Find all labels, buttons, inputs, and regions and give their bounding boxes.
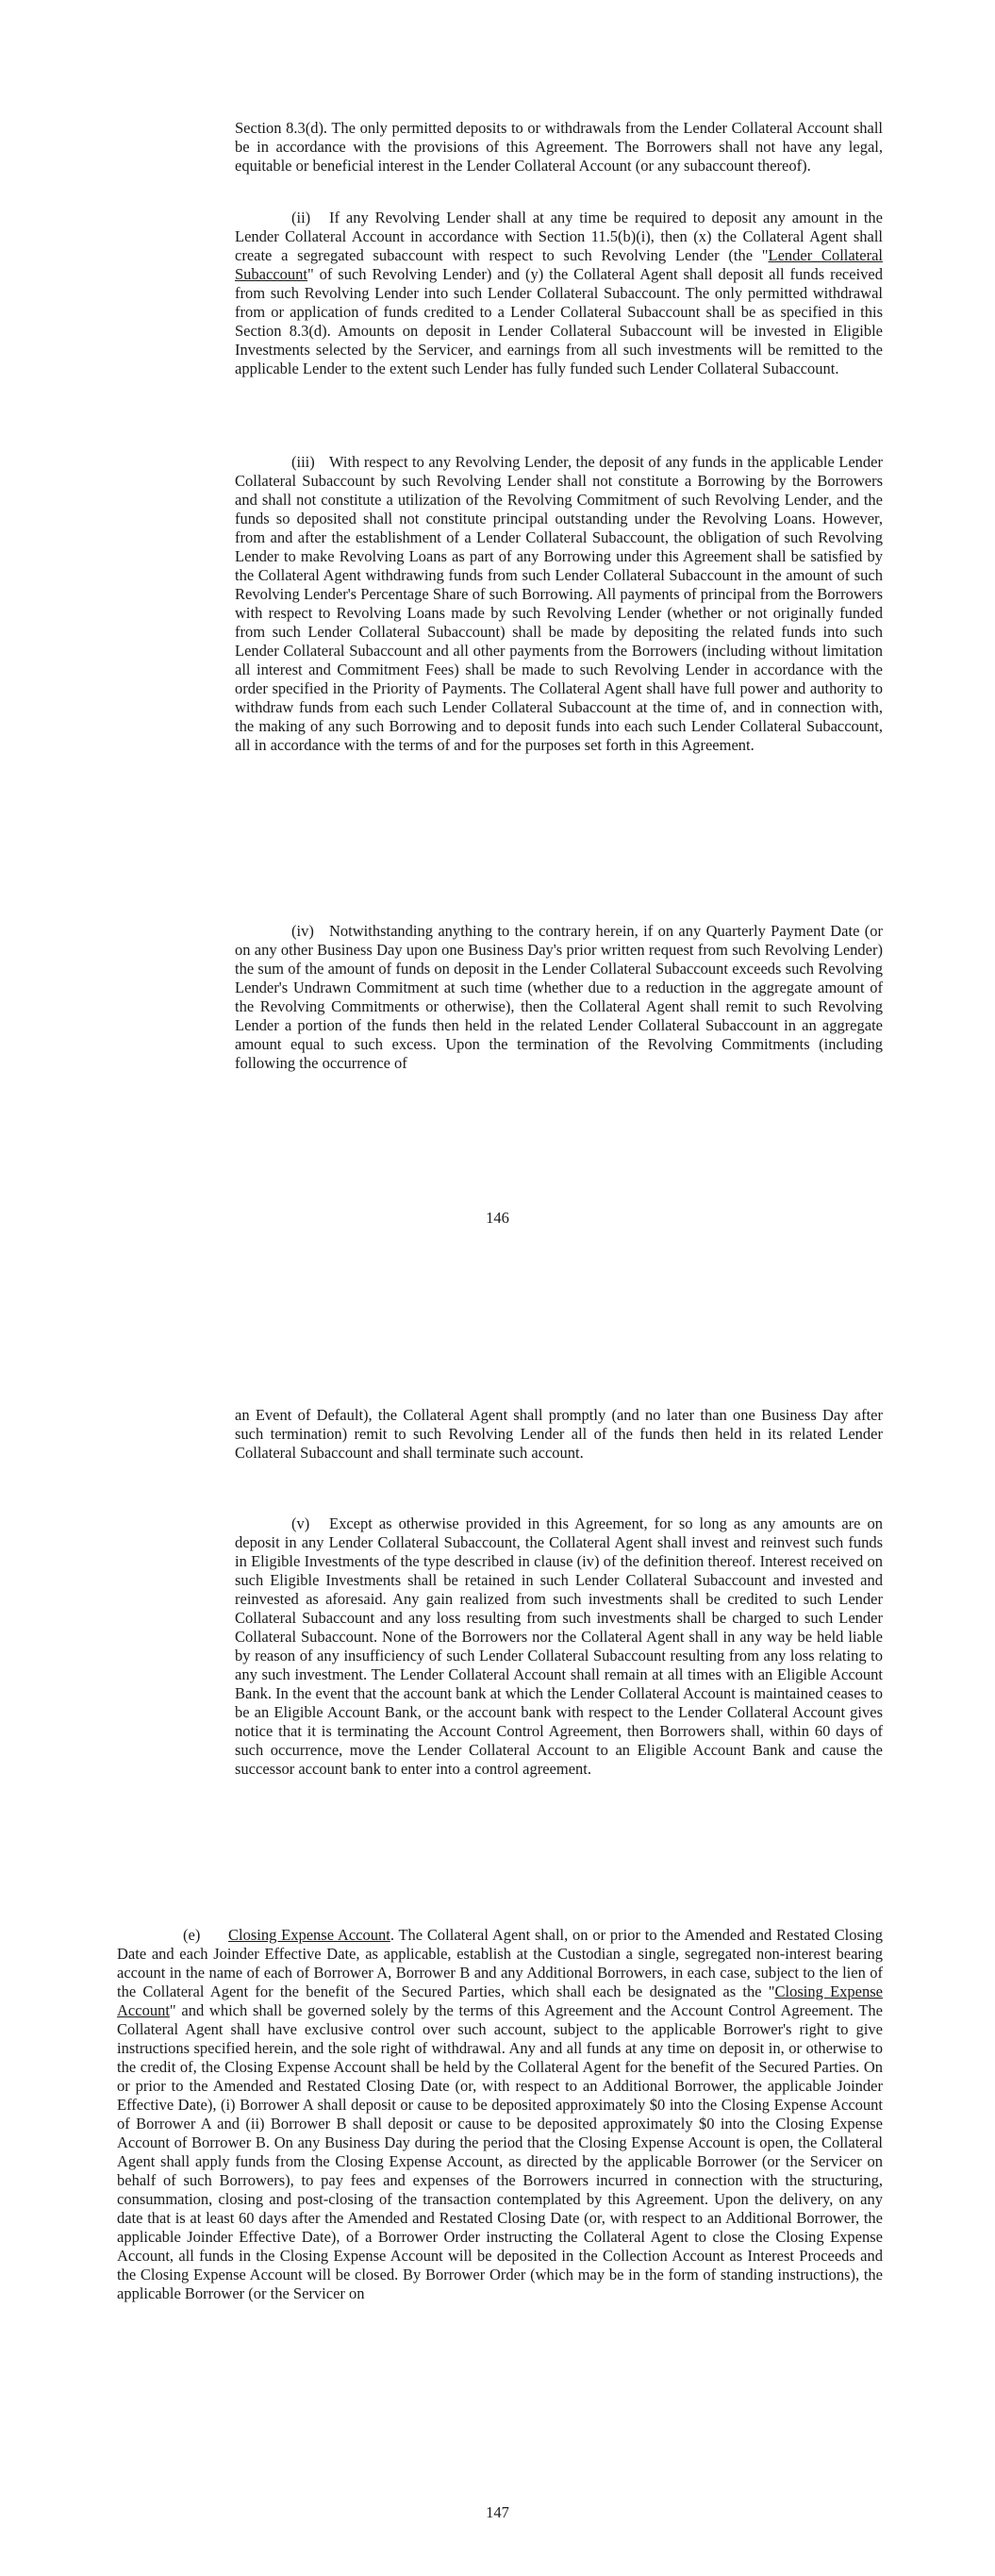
page-number: 146 (486, 1209, 509, 1227)
paragraph-ii (235, 209, 883, 378)
page-number: 147 (486, 2503, 509, 2521)
defined-term: Closing Expense Account (117, 1982, 883, 2019)
paragraph-continuation: an Event of Default), the Collateral Agent shall promptly (and no later than one Business Day after such termination) remit to such Revolving Lender all of the funds then held in its related Lender Collateral Subaccount and shall terminate such account. (235, 1406, 883, 1462)
clause-marker: (iii) (291, 453, 315, 471)
paragraph-text: . The Collateral Agent shall, on or prior to the Amended and Restated Closing Date and each Joinder Effective Date, as applicable, establish at the Custodian a single, segregated non-interest bearing account in the name of each of Borrower A, Borrower B and any Additional Borrowers, in each case, subject to the lien of the Collateral Agent for the benefit of the Secured Parties, which shall each be designated as the " (117, 1926, 883, 2000)
paragraph-text: " of such Revolving Lender) and (y) the Collateral Agent shall deposit all funds received from such Revolving Lender into such Lender Collateral Subaccount. The only permitted withdrawal from or application of funds credited to a Lender Collateral Subaccount shall be as specified in this Section 8.3(d). Amounts on deposit in Lender Collateral Subaccount will be invested in Eligible Investments selected by the Servicer, and earnings from all such investments will be remitted to the applicable Lender to the extent such Lender has fully funded such Lender Collateral Subaccount. (235, 265, 883, 377)
defined-term: Lender Collateral Subaccount (235, 246, 883, 283)
paragraph-text: Notwithstanding anything to the contrary herein, if on any Quarterly Payment Date (or on any other Business Day upon one Business Day's prior written request from such Revolving Lender) the sum of the amount of funds on deposit in the Lender Collateral Subaccount exceeds such Revolving Lender's Undrawn Commitment at such time (whether due to a reduction in the aggregate amount of the Revolving Commitments or otherwise), then the Collateral Agent shall remit to such Revolving Lender a portion of the funds then held in the related Lender Collateral Subaccount in an aggregate amount equal to such excess. Upon the termination of the Revolving Commitments (including following the occurrence of (235, 922, 883, 1072)
paragraph-text: With respect to any Revolving Lender, the deposit of any funds in the applicable Lender Collateral Subaccount by such Revolving Lender shall not constitute a Borrowing by the Borrowers and shall not constitute a utilization of the Revolving Commitment of such Revolving Lender, and the funds so deposited shall not constitute principal outstanding under the Revolving Loans. However, from and after the establishment of a Lender Collateral Subaccount, the obligation of such Revolving Lender to make Revolving Loans as part of any Borrowing under this Agreement shall be satisfied by the Collateral Agent withdrawing funds from such Lender Collateral Subaccount in the amount of such Revolving Lender's Percentage Share of such Borrowing. All payments of principal from the Borrowers with respect to Revolving Loans made by such Revolving Lender (whether or not originally funded from such Lender Collateral Subaccount) shall be made by depositing the related funds into such Lender Collateral Subaccount and all other payments from the Borrowers (including without limitation all interest and Commitment Fees) shall be made to such Revolving Lender in accordance with the order specified in the Priority of Payments. The Collateral Agent shall have full power and authority to withdraw funds from each such Lender Collateral Subaccount at the time of, and in connection with, the making of any such Borrowing and to deposit funds into each such Lender Collateral Subaccount, all in accordance with the terms of and for the purposes set forth in this Agreement. (235, 453, 883, 754)
paragraph-iii (235, 453, 883, 755)
paragraph-text: Except as otherwise provided in this Agreement, for so long as any amounts are on deposit in any Lender Collateral Subaccount, the Collateral Agent shall invest and reinvest such funds in Eligible Investments of the type described in clause (iv) of the definition thereof. Interest received on such Eligible Investments shall be retained in such Lender Collateral Subaccount and invested and reinvested as aforesaid. Any gain realized from such investments shall be credited to such Lender Collateral Subaccount and any loss resulting from such investments shall be charged to such Lender Collateral Subaccount. None of the Borrowers nor the Collateral Agent shall in any way be held liable by reason of any insufficiency of such Lender Collateral Subaccount resulting from any loss relating to any such investment. The Lender Collateral Account shall remain at all times with an Eligible Account Bank. In the event that the account bank at which the Lender Collateral Account is maintained ceases to be an Eligible Account Bank, or the account bank with respect to the Lender Collateral Account gives notice that it is terminating the Account Control Agreement, then Borrowers shall, within 60 days of such occurrence, move the Lender Collateral Account to an Eligible Account Bank and cause the successor account bank to enter into a control agreement. (235, 1514, 883, 1778)
paragraph-iv (235, 922, 883, 1073)
paragraph-text: If any Revolving Lender shall at any time be required to deposit any amount in the Lender Collateral Account in accordance with Section 11.5(b)(i), then (x) the Collateral Agent shall create a segregated subaccount with respect to such Revolving Lender (the " (235, 209, 883, 264)
section-heading: Closing Expense Account (228, 1926, 390, 1944)
clause-marker: (iv) (291, 922, 314, 940)
document-page-147 (0, 1274, 995, 2576)
paragraph-continuation: Section 8.3(d). The only permitted deposits to or withdrawals from the Lender Collateral Account shall be in accordance with the provisions of this Agreement. The Borrowers shall not have any legal, equitable or beneficial interest in the Lender Collateral Account (or any subaccount thereof). (235, 119, 883, 175)
document-page-146 (0, 0, 995, 1274)
clause-marker: (e) (183, 1926, 201, 1944)
clause-marker: (v) (291, 1514, 310, 1532)
paragraph-v (235, 1514, 883, 1779)
clause-marker: (ii) (291, 209, 311, 226)
paragraph-text: " and which shall be governed solely by the terms of this Agreement and the Account Control Agreement. The Collateral Agent shall have exclusive control over such account, subject to the applicable Borrower's right to give instructions specified herein, and the sole right of withdrawal. Any and all funds at any time on deposit in, or otherwise to the credit of, the Closing Expense Account shall be held by the Collateral Agent for the benefit of the Secured Parties. On or prior to the Amended and Restated Closing Date (or, with respect to an Additional Borrower, the applicable Joinder Effective Date), (i) Borrower A shall deposit or cause to be deposited approximately $0 into the Closing Expense Account of Borrower A and (ii) Borrower B shall deposit or cause to be deposited approximately $0 into the Closing Expense Account of Borrower B. On any Business Day during the period that the Closing Expense Account is open, the Collateral Agent shall apply funds from the Closing Expense Account, as directed by the applicable Borrower (or the Servicer on behalf of such Borrowers), to pay fees and expenses of the Borrowers incurred in connection with the structuring, consummation, closing and post-closing of the transaction contemplated by this Agreement. Upon the delivery, on any date that is at least 60 days after the Amended and Restated Closing Date (or, with respect to an Additional Borrower, the applicable Joinder Effective Date), of a Borrower Order instructing the Collateral Agent to close the Closing Expense Account, all funds in the Closing Expense Account will be deposited in the Collection Account as Interest Proceeds and the Closing Expense Account will be closed. By Borrower Order (which may be in the form of standing instructions), the applicable Borrower (or the Servicer on (117, 2001, 883, 2302)
paragraph-e (117, 1926, 883, 2303)
